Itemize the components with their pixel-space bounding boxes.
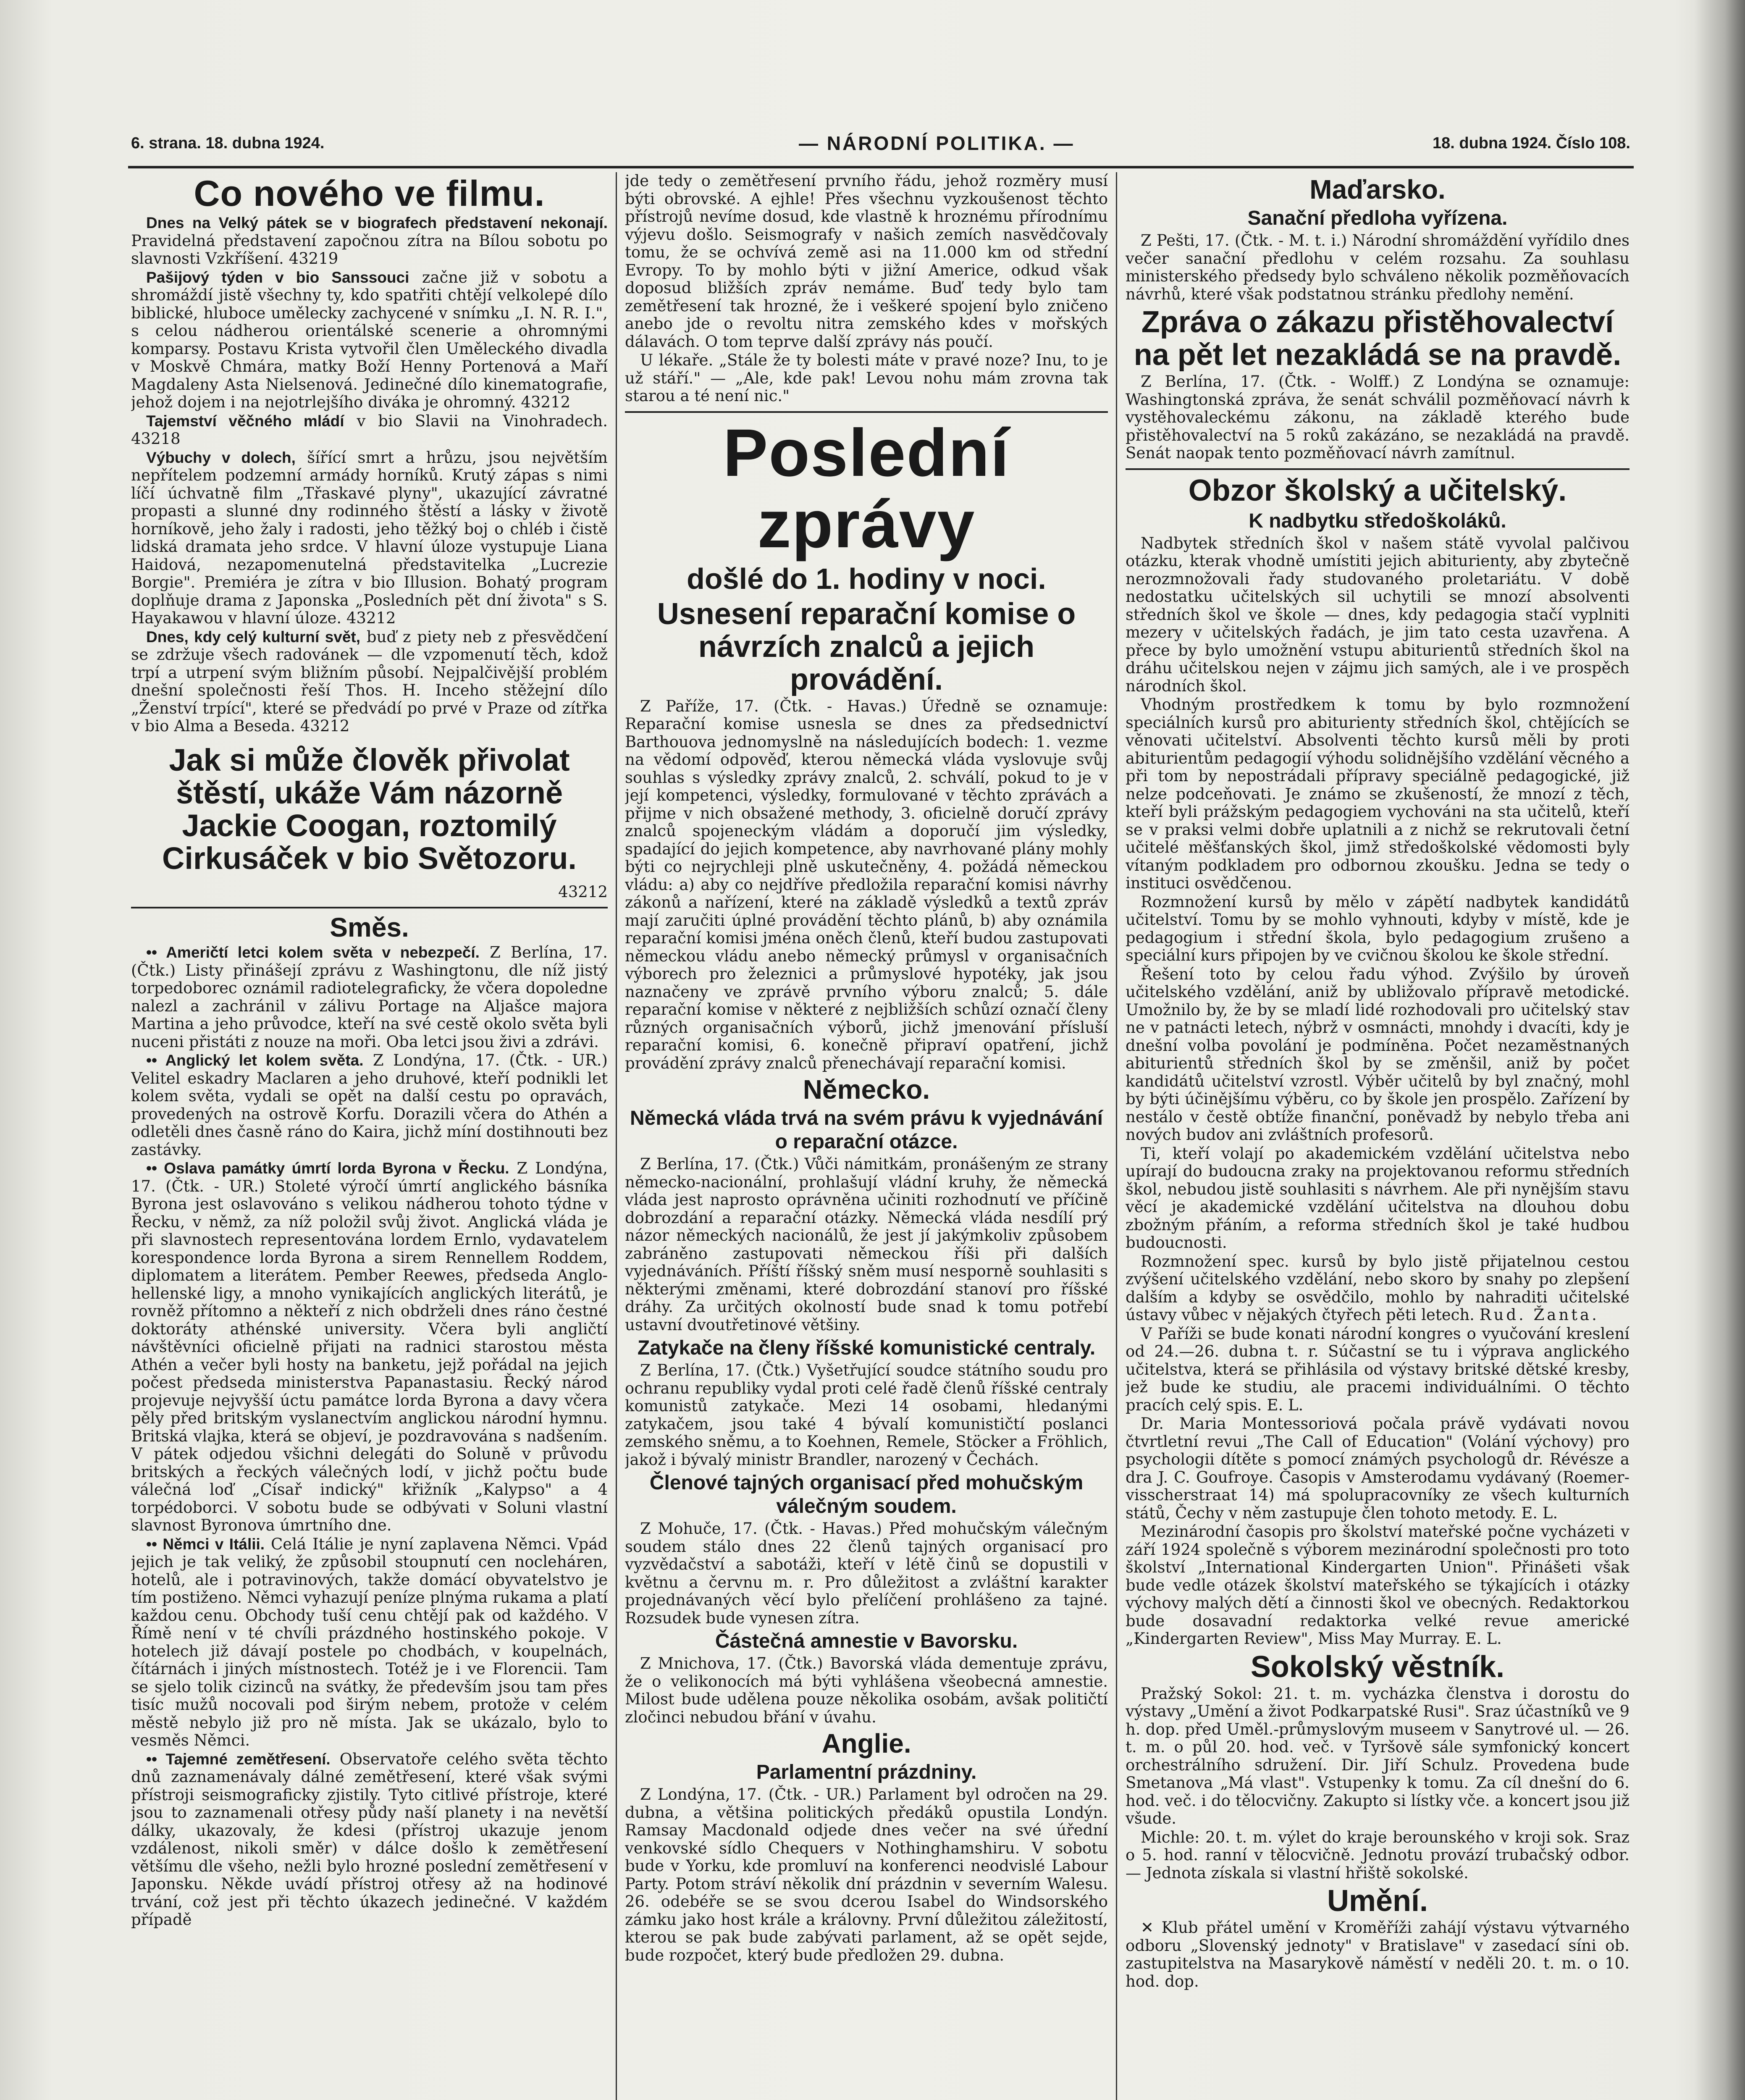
article-body: Z Londýna, 17. (Čtk. - UR.) Parlament byl odročen na 29. dubna, a většina politických předáků opustila Londýn. Ramsay Macdonald odjede dnes večer na své úřední venkovské sídlo Chequers v Nothinghamshiru. V sobotu bude v Yorku, kde promluví na konferenci neodvislé Labour Party. Potom stráví několik dní prázdnin v severním Walesu. 26. odebéře se se svou dcerou Isabel do Windsorského zámku jako host krále a královny. První důležitou záležitostí, kterou se pak bude zabývati parlament, až se opět sejde, bude rozpočet, který bude předložen 29. dubna. [625,1785,1108,1964]
news-item-text: Z Londýna, 17. (Čtk. - UR.) Velitel eskadry Maclaren a jeho druhové, kteří podnikli let kolem světa, vydali se opět na další cestu po opravách, provedených na ostrově Korfu. Dorazili včera do Athén a odletěli dnes časně ráno do Kaira, jichž míní dostihnouti bez zastávky. [131,1051,608,1159]
article-body: Z Mohuče, 17. (Čtk. - Havas.) Před mohučským válečným soudem stálo dnes 22 členů tajných organisací pro vyzvědačství a sabotáži, kteří v létě činů se dopustili v květnu a červnu m. r. Pro důležitost a zvláštní karakter projednávaných věcí bylo přelíčení prohlášeno za tajné. Rozsudek bude vynesen zítra. [625,1520,1108,1627]
news-item-lead: •• Oslava památky úmrtí lorda Byrona v Řecku. [146,1160,509,1177]
article-body [1126,1523,1630,1648]
country-title: Anglie. [821,1728,911,1759]
article-headline: Zatykače na členy říšské komunistické centraly. [637,1337,1096,1359]
article-body [1126,1325,1630,1415]
promo-headline: Jak si může člověk přivolat štěstí, ukáže Vám názorně Jackie Coogan, roztomilý Cirkusáček v bio Světozoru. [162,742,577,876]
film-item [131,269,608,412]
news-item-lead: •• Tajemné zemětřesení. [146,1750,331,1768]
late-news-subtitle: došlé do 1. hodiny v noci. [687,562,1046,595]
header-left: 6. strana. 18. dubna 1924. [131,134,325,152]
late-news-title: Poslední zprávy [723,415,1010,562]
author-signature: E. L. [1267,1396,1304,1414]
article-body: Z Pešti, 17. (Čtk. - M. t. i.) Národní shromáždění vyřídilo dnes večer sanační předlohu v celém rozsahu. Za souhlasu ministerského předsedy bylo schváleno několik pozměňovacích návrhů, které však podstatnou stránku předlohy nemění. [1126,231,1630,303]
author-signature: E. L. [1465,1630,1502,1648]
ad-number: 43212 [521,393,571,411]
article-headline: Částečná amnestie v Bavorsku. [715,1630,1018,1652]
article-headline: Usnesení reparační komise o návrzích znalců a jejich provádění. [657,597,1076,696]
film-item-text: v bio Slavii na Vinohradech. [357,412,608,430]
article-body: Michle: 20. t. m. výlet do kraje berounského v kroji sok. Sraz o 5. hod. ranní v tělocvičně. Jednotu provází trubačský odbor. — Jednota získala si vlastní hřiště sokolské. [1126,1828,1630,1882]
smes-section-title: Směs. [330,912,409,942]
author-signature: E. L. [1521,1504,1558,1522]
article-headline: Členové tajných organisací před mohučským válečným soudem. [649,1472,1084,1517]
film-item-text: začne již v sobotu a shromáždí jistě všechny ty, kdo spatřiti chtějí velkolepé dílo biblické, hluboce umělecky zachycené v snímku „I. N. R. I.", s celou nádherou orientálské scenerie a ohromnými komparsy. Postavu Krista vytvořil člen Uměleckého divadla v Moskvě Chmára, matky Boží Henny Portenová a Maří Magdaleny Asta Nielsenová. Jedinečné dílo kinematografie, jehož dojem i na nejotrlejšího diváka je ohromný. [131,268,608,411]
section-rule [131,907,608,908]
news-item-text: Z Berlína, 17. (Čtk.) Listy přinášejí zprávu z Washingtonu, dle níž jistý torpedoborec oznámil radiotelegraficky, že včera dopoledne nalezl a zachránil v zálivu Portage na Aljašce majora Martina a jeho průvodce, kteří na své cestě okolo světa byli nuceni přistáti z nouze na moři. Oba letci jsou živi a zdrávi. [131,943,608,1051]
article-text: Rozmnožení spec. kursů by bylo jistě přijatelnou cestou zvýšení učitelského vzdělání, nebo skoro by snahy po zlepšení dalším a kdyby se osvědčilo, mohlo by nahraditi učitelské ústavy vůbec v nějakých čtyřech pěti letech. [1126,1252,1630,1324]
header-rule [128,166,1634,168]
ad-number: 43212 [346,609,396,627]
film-item [131,412,608,448]
article-body: Ti, kteří volají po akademickém vzdělání učitelstva nebo upírají do budoucna zraky na projektovanou reformu středních škol, nebudou jistě souhlasiti s návrhem. Ale při nynějším stavu věcí je akademické vzdělání učitelstva na dlouhou dobu zbožným přáním, a reforma středních škol je také hudbou budoucnosti. [1126,1144,1630,1252]
article-body: Z Berlína, 17. (Čtk.) Vyšetřující soudce státního soudu pro ochranu republiky vydal proti celé řadě členů říšské centraly komunistů zatykače. Mezi 14 osobami, hledanými zatykačem, jsou také 4 bývalí komunističtí poslanci zemského sněmu, a to Koehnen, Remele, Stöcker a Fröhlich, jakož i bývalý ministr Brandler, narozený v Čechách. [625,1361,1108,1469]
film-item-lead: Dnes, kdy celý kulturní svět, [146,628,361,646]
column-divider [1116,172,1117,2100]
article-headline: Sanační předloha vyřízena. [1247,207,1508,229]
author-signature: Rud. Žanta. [1479,1306,1599,1324]
article-body: Z Berlína, 17. (Čtk. - Wolff.) Z Londýna se oznamuje: Washingtonská zpráva, že senát schválil pozměňovací návrh k vystěhovaleckému zákonu, na základě kterého bude přistěhovalectví na 5 roků zakázáno, se nezakládá na pravdě. Senát naopak tento pozměňovací návrh zamítnul. [1126,373,1630,462]
film-intro-lead: Dnes na Velký pátek se v biografech představení nekonají. [146,214,608,231]
joke: U lékaře. „Stále že ty bolesti máte v pravé noze? Inu, to je už stáří." — „Ale, kde pak! Levou nohu mám zrovna tak starou a té není nic." [625,351,1108,405]
article-body: Vhodným prostředkem k tomu by bylo rozmnožení speciálních kursů pro abiturienty středních škol, chtějících se věnovati učitelství. Absolventi těchto kursů měli by proti abiturientům pedagogií výhodu solidnějšího vzdělání věcného a při tom by nepostrádali přípravy speciálně pedagogické, již nelze podceňovati. Je známo se zkušeností, že mnozí z těch, kteří byli prážským pedagogiem vychováni na sta učitelů, kteří se v praksi velmi dobře uplatnili a z nichž se rekrutovali četní učitelé měšťanských škol, jimž středoškolské vědomosti byly vítaným podkladem pro odbornou zkoušku. Jedna se tedy o instituci osvědčenou. [1126,696,1630,892]
article-text: Mezinárodní časopis pro školství mateřské počne vycházeti v září 1924 společně s výborem mezinárodní společnosti pro toto školství „International Kindergarten Union". Přinášeti však bude vedle otázek školství mateřského se týkajících i otázky výchovy malých dětí a činnosti škol ve obecných. Redaktorkou bude dosavadní redaktorka velké revue americké „Kindergarten Review", Miss May Murray. [1126,1522,1630,1648]
continued-article: jde tedy o zemětřesení prvního řádu, jehož rozměry musí býti obrovské. A ejhle! Přes všechnu vyzkoušenost těchto přístrojů nevíme dosud, kde vlastně k hroznému přírodnímu výjevu došlo. Seismografy v našich zemích nasvědčovaly tomu, že se ochvívá země asi na 11.000 km od střední Evropy. To by mohlo býti v jižní Americe, odkud však doposud bližších zpráv nemáme. Buď tedy bylo tam zemětřesení tak hrozné, že i veškeré spojení bylo zničeno anebo jde o revoltu nitra zemského kdes v mořských dálavách. O tom teprve další zprávy nás poučí. [625,172,1108,351]
ad-number: 43212 [300,717,350,735]
article-body: Pražský Sokol: 21. t. m. vycházka členstva i dorostu do výstavy „Umění a život Podkarpatské Rusi". Sraz účastníků ve 9 h. dop. před Uměl.-průmyslovým museem v Sanytrové ul. — 26. t. m. o půl 20. hod. več. v Tyršově sále symfonický koncert orchestrálního sdružení. Dir. Jiří Schulz. Provedena bude Smetanova „Má vlast". Vstupenky k tomu. Za cíl dnešní do 6. hod. več. i do tělocvičny. Zakupto si lístky vče. a koncert jsou již všude. [1126,1684,1630,1827]
section-title: Obzor školský a učitelský. [1188,473,1567,507]
article-body [1126,1415,1630,1522]
column-3 [1126,172,1630,2100]
article-body: Z Berlína, 17. (Čtk.) Vůči námitkám, pronášeným ze strany německo-nacionální, prohlašují vládní kruhy, že německá vláda jest naprosto oprávněna učiniti rozhodnutí ve příčině dobrozdání a reparační otázky. Německá vláda nesdílí prý názor německých nacionálů, že jest jí jakýmkoliv způsobem zabráněno zastupovati německou říši při dalších vyjednáváních. Příští říšský sněm musí nesporně souhlasiti s některými změnami, které dobrozdání stanoví pro říšské dráhy. Za určitých okolností bude snad k tomu potřebí ustavní dvoutřetinové většiny. [625,1155,1108,1334]
article-headline: Parlamentní prázdniny. [756,1761,977,1783]
section-title: Umění. [1327,1884,1428,1918]
news-item-text: Observatoře celého světa těchto dnů zaznamenávaly dálné zemětřesení, které však svými přístroji seismograficky zjistily. Tyto citlivé přístroje, které jsou to zaznamenali otřesy půdy naší planety i na nevětší dálky, ukazovaly, že kdesi (přístroj ukazuje jenom vzdálenost, nikoli směr) v dálce došlo k zemětřesení většímu dle všeho, nežli bylo hrozné poslední zemětřesení v Japonsku. Někde uvádí přístroj otřesy až na hodinové trvání, což jest při těchto úkazech jedinečné. V každém případě [131,1750,608,1929]
film-item-lead: Pašijový týden v bio Sanssouci [146,268,409,286]
film-intro [131,214,608,268]
news-item [131,1536,608,1750]
column-2 [625,172,1108,2100]
news-item-lead: •• Anglický let kolem světa. [146,1052,364,1069]
country-title: Německo. [803,1074,930,1105]
article-headline: Zpráva o zákazu přistěhovalectví na pět let nezakládá se na pravdě. [1134,305,1622,372]
film-item-lead: Tajemství věčného mládí [146,412,344,430]
film-item-text: buď z piety neb z přesvědčení se zdržuje všech radovánek — dle vzpomenutí těch, kdož trpí a utrpení svým bližním působí. Nejpalčivější problém dnešní společnosti řeší Thos. H. Inceho stěžejní dílo „Ženství trpící", které se předvádí po prvé v Praze od zítřka v bio Alma a Beseda. [131,627,608,735]
page-edge-shadow [1695,0,1745,2100]
page-header [131,134,1630,164]
article-body: ✕ Klub přátel umění v Kroměříži zahájí výstavu výtvarného odboru „Slovenský jednoty" v Bratislave" v zasedací síni ob. zastupitelstva na Masarykově náměstí v neděli 20. t. m. o 10. hod. dop. [1126,1919,1630,1990]
article-body: Nadbytek středních škol v našem státě vyvolal palčivou otázku, kterak vhodně umístiti jejich abiturienty, aby zbytečně nerozmnožovali řady studovaného proletariátu. V době nedostatku učitelských sil uchytili se mnozí absolventi středních škol ve škole — dnes, kdy pedagogia stačí vyplniti mezery v učitelských řadách, je jim tato cesta uzavřena. A přece by bylo umožnění vstupu abiturientů středních škol na dráhu učitelskou nejen v zájmu jich samých, ale i ve prospěch národních škol. [1126,534,1630,695]
film-item [131,449,608,627]
news-item-lead: •• Američtí letci kolem světa v nebezpečí. [146,944,480,961]
column-divider [616,172,617,2100]
article-text: Dr. Maria Montessoriová počala právě vydávati novou čtvrtletní revui „The Call of Education" (Volání výchovy) pro psychologii dítěte s pomocí známých psychologů dr. Révésze a dra J. C. Goufroye. Časopis v Amsterodamu vydávaný (Roemer-visscherstraat 14) má spolupracovníky ze všech kulturních států, Čechy v něm zastupuje člen tohoto metody. [1126,1415,1630,1522]
country-title: Maďarsko. [1309,174,1446,205]
masthead: — NÁRODNÍ POLITIKA. — [799,132,1075,154]
news-item-lead: •• Němci v Itálii. [146,1535,265,1553]
news-item-text: Z Londýna, 17. (Čtk. - UR.) Stoleté výročí úmrtí anglického básníka Byrona jest oslavováno s velikou nádherou tohoto týdne v Řecku, v němž, za níž položil svůj život. Anglická vláda je při slavnostech representována lordem Ernlo, vydavatelem korespondence lorda Byrona a sirem Rennellem Roddem, diplomatem a literátem. Pember Reewes, předseda Anglo-hellenské ligy, a mnoho vynikajících anglických literátů, je rovněž přítomno a někteří z nich obdrželi dnes ráno čestné doktoráty athénské university. Včera byli angličtí návštěvníci oficielně přijati na radnici starostou města Athén a večer byli hosty na banketu, jejž pořádal na jejich počest předseda ministerstva Papanastasiu. Řecký národ projevuje nejvyšší úctu památce lorda Byrona a davy včera pěly před britským vyslanectvím anglickou národní hymnu. Britská vlajka, která se objeví, je pozdravována s nadšením. V pátek odjedou všichni delegáti do Soluně v průvodu britských a řeckých válečných lodí, v jichž počtu bude válečná loď „Císař indický" křižník „Kalypso" a 4 torpédoborci. V sobotu bude se odbývati v Soluni vlastní slavnost Byronova úmrtního dne. [131,1159,608,1534]
section-rule [625,411,1108,413]
film-item [131,628,608,735]
article-body [1126,1253,1630,1324]
article-headline: Německá vláda trvá na svém právu k vyjednávání o reparační otázce. [630,1107,1103,1153]
ad-number: 43212 [558,882,608,901]
article-text: V Paříži se bude konati národní kongres o vyučování kreslení od 24.—26. dubna t. r. Súčastní se tu i výprava anglického učitelstva, která se přihlásila od výstavy britské dětské kresby, jež bude ke studiu, ale pracemi individuálními. O těchto pracích celý spis. [1126,1324,1630,1414]
section-title: Sokolský věstník. [1250,1650,1505,1684]
column-1 [131,172,608,2100]
article-body: Z Mnichova, 17. (Čtk.) Bavorská vláda dementuje zprávu, že o velikonocích má býti vyhlášena všeobecná amnestie. Milost bude udělena pouze několika osobám, avšak političtí zločinci nebudou břání v úvahu. [625,1654,1108,1726]
news-item [131,944,608,1051]
news-item [131,1751,608,1929]
article-body: Z Paříže, 17. (Čtk. - Havas.) Úředně se oznamuje: Reparační komise usnesla se dnes za předsednictví Barthouova jednomyslně na následujících bodech: 1. vezme na vědomí odpověď, kterou německá vláda vyslovuje svůj souhlas s výsledky zprávy znalců, 2. schválí, pokud to je v její kompetenci, výsledky, formulované v těchto zprávách a přijme v nich obsažené methody, 3. oficielně doručí zprávy znalců spojeneckým vládám a doporučí jim výsledky, spadající do jejich kompetence, aby navrhované plány mohly býti co nejrychleji plně uskutečněny, 4. požádá německou vládu: a) aby co nejdříve předložila reparační komisi návrhy zákonů a nařízení, které na základě výsledků a textů zpráv mají zaručiti úplné provádění těchto plánů, b) aby oznámila reparační komisi jména oněch členů, kteří budou zastupovati německou vládu anebo německý průmysl v organisačních výborech pro železnici a průmyslové hypotéky, jak jsou naznačeny ve zprávě prvního výboru znalců; 5. dále reparační komise v některé z nejbližších schůzí označí členy různých organisačních výborů, jichž jmenování přísluší reparační komisi, 6. konečně připraví opatření, jichž provádění zprávy znalců přenechávají reparační komisi. [625,697,1108,1072]
section-rule [1126,468,1630,470]
article-headline: K nadbytku středoškoláků. [1249,509,1506,532]
header-right: 18. dubna 1924. Číslo 108. [1433,134,1630,152]
news-item-text: Celá Itálie je nyní zaplavena Němci. Vpád jejich je tak veliký, že způsobil stoupnutí cen nocleháren, hotelů, ale i potravinových, takže domácí obyvatelstvo je tím postiženo. Němci vyhazují peníze plnýma rukama a platí každou cenu. Obchody tuší cenu chtějí pak od každého. V Římě není v té chvíli prázdného hostinského pokoje. V hotelech již dávají postele po chodbách, v koupelnách, čítárnách i jiných místnostech. Totéž je i ve Florencii. Tam se sjelo tolik cizinců na svátky, že především jsou tam přes tisíc mužů nocovali pod širým nebem, protože v celém městě nebylo již pro ně místa. Jak se ukázalo, bylo to vesměs Němci. [131,1535,608,1749]
film-item-text: šířící smrt a hrůzu, jsou největším nepřítelem podzemní armády horníků. Krutý zápas s nimi líčí úchvatně film „Třaskavé plyny", ukazující závratné propasti a slunné dny rodinného štěstí a lásky v životě horníkově, jeho žaly i radosti, jeho těžký boj o chléb i čistě lidská dramata jeho srdce. V hlavní úloze vystupuje Liana Haidová, nezapomenutelná představitelka „Lucrezie Borgie". Premiéra je zítra v bio Illusion. Bohatý program doplňuje drama z Japonska „Posledních pět dní života" s S. Hayakawou v hlavní úloze. [131,448,608,627]
article-body: Rozmnožení kursů by mělo v zápětí nadbytek kandidátů učitelství. Tomu by se mohlo vyhnouti, kdyby v místě, kde je pedagogium i střední škola, bylo pedagogium zrušeno a speciální kurs připojen by ve cvičnou školou ke škole střední. [1126,892,1630,964]
film-item-lead: Výbuchy v dolech, [146,449,296,466]
ad-number: 43218 [131,430,181,448]
news-item [131,1052,608,1159]
ad-number: 43219 [289,249,339,268]
article-body: Řešení toto by celou řadu výhod. Zvýšilo by úroveň učitelského vzdělání, aniž by ubližovalo přípravě metodické. Umožnilo by, že by se mladí lidé rozhodovali pro učitelský stav ne v patnácti letech, nýbrž v osmnácti, mnohdy i dvacíti, kdy je dnešní volba povolání je podmíněna. Počet nezaměstnaných abiturientů středních škol by se změnšil, aniž by počet kandidátů učitelství vzrostl. Výběr učitelů by byl značný, mohl by býti účinějšímu výběru, co by škole jen prospělo. Zařízení by nestálo v čestě obtíže finanční, poněvadž by nebylo třeba ani nových budov ani zvláštních profesorů. [1126,965,1630,1144]
film-intro-text: Pravidelná představení započnou zítra na Bílou sobotu po slavnosti Vzkříšení. [131,231,608,268]
news-item [131,1160,608,1535]
film-section-title: Co nového ve filmu. [194,173,545,214]
